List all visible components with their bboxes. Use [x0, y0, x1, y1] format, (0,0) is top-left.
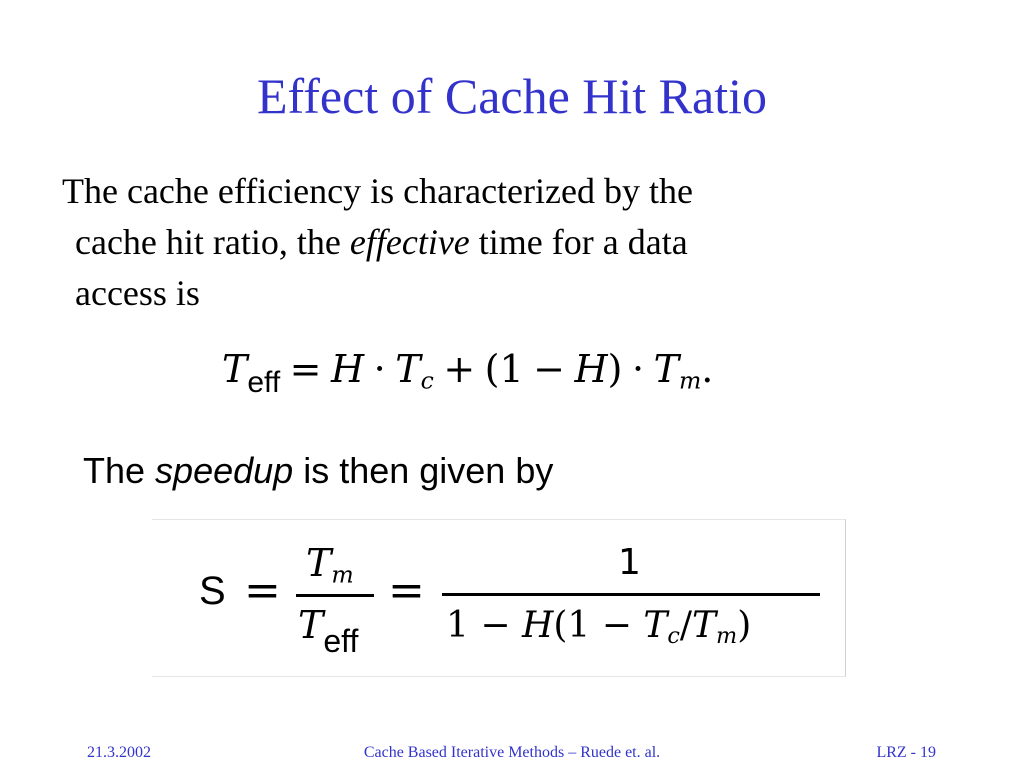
fraction1-bar: [296, 594, 374, 597]
eq1-minus: −: [533, 347, 566, 391]
paragraph-line-2: [62, 217, 922, 268]
eq1-Tm: $T_m$: [653, 347, 702, 395]
paragraph-line-1: The cache efficiency is characterized by the: [62, 171, 693, 211]
fraction2-numerator: 1: [618, 542, 641, 583]
fraction1-denominator: $T_{eff}$: [298, 603, 359, 659]
emphasis-speedup: speedup: [155, 450, 294, 491]
eq1-T: T: [222, 347, 248, 391]
paragraph-line-2-start: cache hit ratio, the: [75, 222, 350, 262]
body-paragraph: [62, 166, 922, 319]
fraction2-denominator: $1 - H(1 - T_c/T_m)$: [446, 605, 752, 650]
eq2-S: S: [199, 569, 226, 613]
eq1-open: (1: [484, 347, 524, 391]
paragraph-line-2-end: time for a data: [469, 222, 688, 262]
fraction1-numerator: $T_m$: [306, 541, 354, 589]
eq1-plus: +: [443, 347, 476, 391]
eq1-eff-subscript: eff: [247, 366, 281, 399]
eq1-close: ): [607, 347, 623, 391]
eq1-Tc: $T_c$: [395, 347, 434, 395]
eq1-H: H: [331, 347, 365, 391]
eq1-period: .: [701, 347, 714, 391]
fraction2-bar: [442, 593, 820, 596]
paragraph-line-3: access is: [75, 273, 200, 313]
eq2-equals-1: =: [244, 565, 281, 616]
eq1-equals: =: [289, 347, 322, 391]
footer-date: 21.3.2002: [87, 744, 151, 761]
speedup-intro: [83, 446, 553, 496]
effective-time-equation: [222, 344, 713, 398]
speedup-intro-end: is then given by: [293, 450, 554, 491]
eq1-dot2: ·: [631, 347, 645, 391]
eq2-equals-2: =: [388, 565, 425, 616]
footer-page-number: LRZ - 19: [876, 744, 936, 761]
footer-title: Cache Based Iterative Methods – Ruede et. al.: [363, 744, 661, 761]
emphasis-effective: effective: [349, 222, 470, 262]
speedup-intro-start: The: [83, 450, 156, 491]
eq1-H2: H: [574, 347, 608, 391]
slide-title: Effect of Cache Hit Ratio: [256, 68, 767, 124]
eq1-dot: ·: [373, 347, 386, 391]
